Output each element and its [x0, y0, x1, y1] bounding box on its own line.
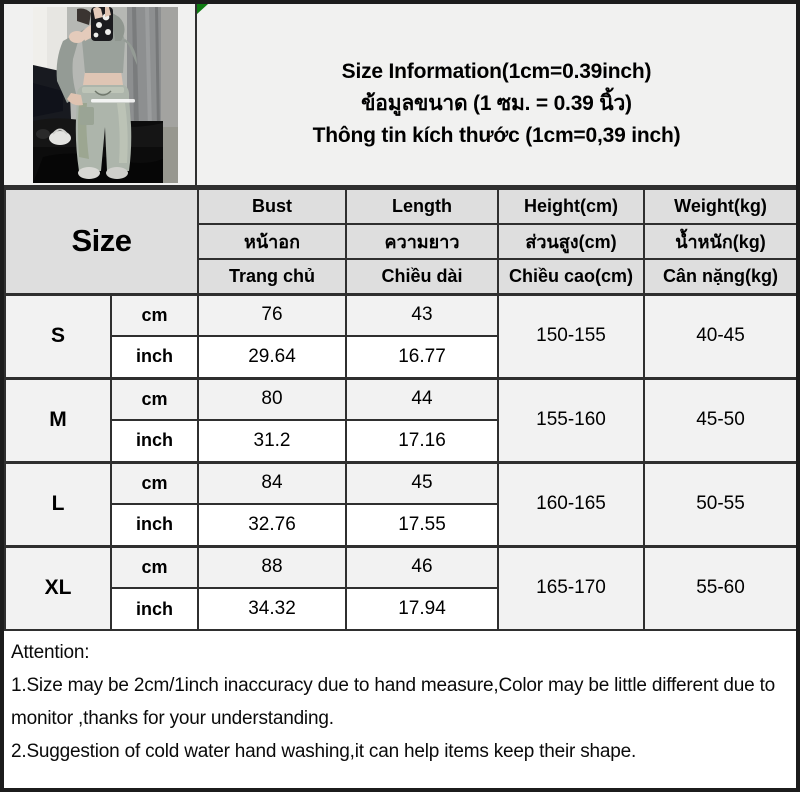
attention-heading: Attention:	[11, 642, 90, 663]
col-header-length-vi: Chiều dài	[346, 259, 498, 294]
unit-label-cm: cm	[111, 546, 198, 588]
m-weight: 45-50	[644, 378, 797, 462]
title-thai: ข้อมูลขนาด (1 ซม. = 0.39 นิ้ว)	[361, 91, 632, 115]
col-header-bust-th: หน้าอก	[198, 224, 346, 259]
corner-size-label: Size	[5, 189, 198, 294]
m-length-inch: 17.16	[346, 420, 498, 462]
m-length-cm: 44	[346, 378, 498, 420]
unit-label-inch: inch	[111, 420, 198, 462]
attention-note-2: 2.Suggestion of cold water hand washing,it can help items keep their shape.	[11, 741, 637, 762]
product-photo	[33, 7, 178, 183]
title-english: Size Information(1cm=0.39inch)	[341, 59, 652, 83]
s-length-inch: 16.77	[346, 336, 498, 378]
table-row-xl-cm	[5, 546, 797, 588]
s-height: 150-155	[498, 294, 644, 378]
col-header-bust-en: Bust	[198, 189, 346, 224]
col-header-height-th: ส่วนสูง(cm)	[498, 224, 644, 259]
size-info-title-block	[197, 4, 796, 185]
m-bust-inch: 31.2	[198, 420, 346, 462]
attention-note-1: 1.Size may be 2cm/1inch inaccuracy due to hand measure,Color may be little different due to monitor ,thanks for your understanding.	[11, 675, 776, 729]
l-weight: 50-55	[644, 462, 797, 546]
attention-section	[4, 631, 796, 788]
unit-label-cm: cm	[111, 462, 198, 504]
title-vietnamese: Thông tin kích thước (1cm=0,39 inch)	[312, 123, 681, 147]
col-header-weight-th: น้ำหนัก(kg)	[644, 224, 797, 259]
l-length-cm: 45	[346, 462, 498, 504]
unit-label-inch: inch	[111, 504, 198, 546]
size-label-m: M	[5, 378, 111, 462]
unit-label-cm: cm	[111, 294, 198, 336]
col-header-bust-vi: Trang chủ	[198, 259, 346, 294]
xl-length-cm: 46	[346, 546, 498, 588]
s-weight: 40-45	[644, 294, 797, 378]
col-header-height-vi: Chiều cao(cm)	[498, 259, 644, 294]
photo-cell	[4, 4, 197, 185]
size-label-l: L	[5, 462, 111, 546]
s-bust-cm: 76	[198, 294, 346, 336]
xl-bust-cm: 88	[198, 546, 346, 588]
xl-height: 165-170	[498, 546, 644, 630]
table-row-l-cm	[5, 462, 797, 504]
col-header-weight-vi: Cân nặng(kg)	[644, 259, 797, 294]
xl-bust-inch: 34.32	[198, 588, 346, 630]
s-length-cm: 43	[346, 294, 498, 336]
table-row-m-cm	[5, 378, 797, 420]
m-bust-cm: 80	[198, 378, 346, 420]
header-section	[4, 4, 796, 188]
size-label-s: S	[5, 294, 111, 378]
green-corner-marker-icon	[197, 4, 208, 14]
l-bust-cm: 84	[198, 462, 346, 504]
unit-label-inch: inch	[111, 588, 198, 630]
l-length-inch: 17.55	[346, 504, 498, 546]
xl-weight: 55-60	[644, 546, 797, 630]
col-header-height-en: Height(cm)	[498, 189, 644, 224]
col-header-weight-en: Weight(kg)	[644, 189, 797, 224]
unit-label-inch: inch	[111, 336, 198, 378]
s-bust-inch: 29.64	[198, 336, 346, 378]
table-row-s-cm	[5, 294, 797, 336]
l-bust-inch: 32.76	[198, 504, 346, 546]
xl-length-inch: 17.94	[346, 588, 498, 630]
l-height: 160-165	[498, 462, 644, 546]
col-header-length-th: ความยาว	[346, 224, 498, 259]
unit-label-cm: cm	[111, 378, 198, 420]
m-height: 155-160	[498, 378, 644, 462]
col-header-length-en: Length	[346, 189, 498, 224]
size-label-xl: XL	[5, 546, 111, 630]
size-table	[4, 188, 798, 631]
